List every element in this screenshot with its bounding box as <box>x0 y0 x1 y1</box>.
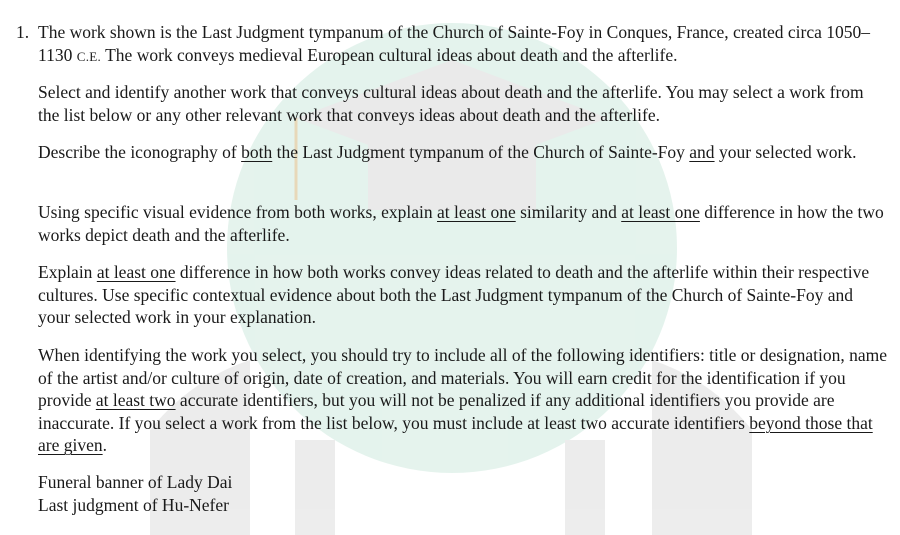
identifiers-paragraph: When identifying the work you select, you should try to include all of the following identifiers: title or designation, name of the artist and/or culture of origin, date of creation, and materials. You will earn credit for the identification if you provide at least two accurate identifiers, but you will not be penalized if any additional identifiers you provide are inaccurate. If you select a work from the list below, you must include at least two accurate identifiers beyond those that are given. <box>38 345 888 455</box>
question-number: 1. <box>16 22 30 42</box>
list-item: Last judgment of Hu-Nefer <box>38 494 229 515</box>
work-list <box>38 471 232 516</box>
describe-paragraph: Describe the iconography of both the Last Judgment tympanum of the Church of Sainte-Foy and your selected work. <box>38 142 857 162</box>
context-paragraph: Explain at least one difference in how both works convey ideas related to death and the afterlife within their respective cultures. Use specific contextual evidence about both the Last Judgment tympanum of the Church of Sainte-Foy and your selected work in your explanation. <box>38 262 870 327</box>
emphasis-both: both <box>241 142 273 162</box>
list-item: Funeral banner of Lady Dai <box>38 472 233 492</box>
intro-paragraph: The work shown is the Last Judgment tympanum of the Church of Sainte-Foy in Conques, France, created circa 1050–1130 C.E. The work conveys medieval European cultural ideas about death and the afterlife. <box>38 22 871 65</box>
emphasis-and: and <box>689 142 715 162</box>
select-paragraph: Select and identify another work that conveys cultural ideas about death and the afterlife. You may select a work from the list below or any other relevant work that conveys ideas about death and the afterlife. <box>38 82 864 125</box>
emphasis-at-least-one: at least one <box>96 262 176 282</box>
compare-paragraph: Using specific visual evidence from both works, explain at least one similarity and at least one difference in how the two works depict death and the afterlife. <box>38 202 884 245</box>
emphasis-beyond-given: beyond those that are given <box>38 412 873 455</box>
emphasis-difference: at least one <box>621 202 700 222</box>
emphasis-at-least-two: at least two <box>95 390 176 410</box>
era-abbreviation: C.E. <box>76 48 102 64</box>
emphasis-similarity: at least one <box>437 202 516 222</box>
